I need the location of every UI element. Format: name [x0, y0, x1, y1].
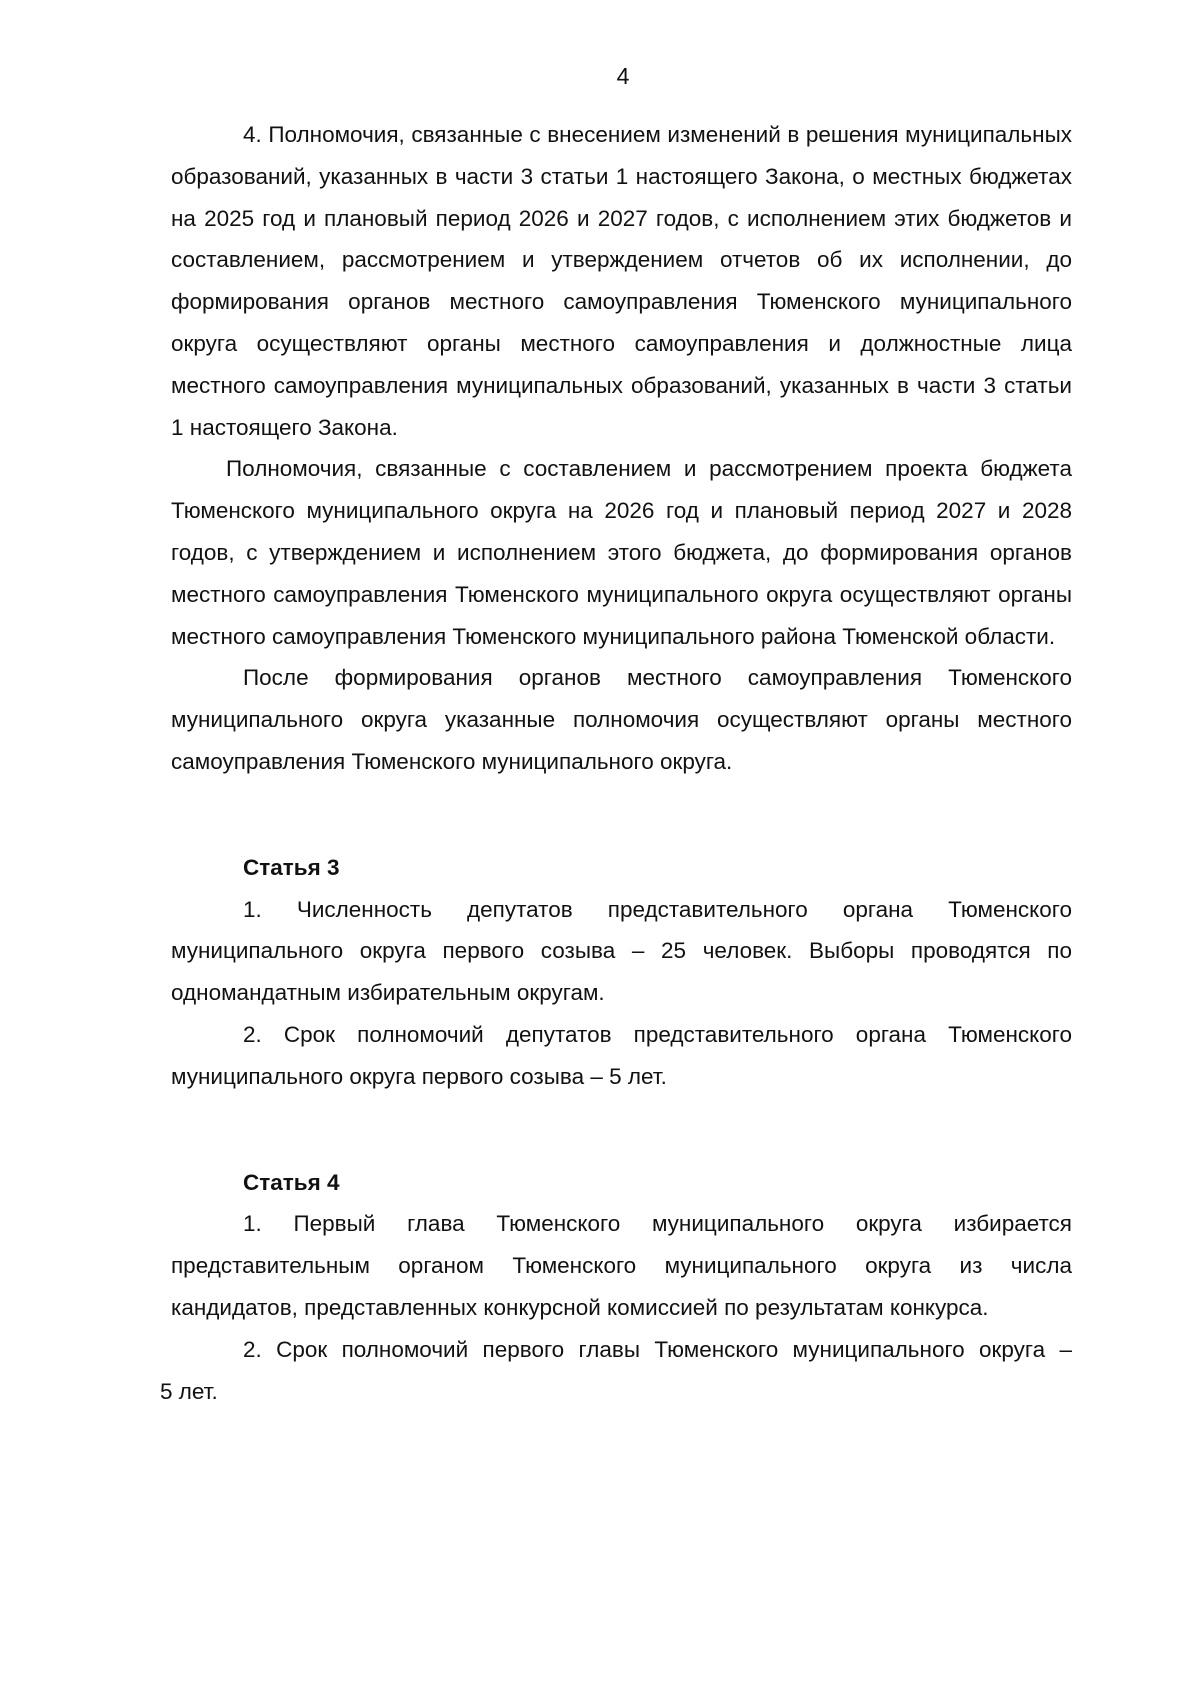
- article-3-heading: Статья 3: [243, 854, 340, 880]
- paragraph-article-4-part-2-tail: 5 лет.: [160, 1378, 218, 1404]
- paragraph-article-4-part-1: 1. Первый глава Тюменского муниципального округа избирается представительным органом Тюменского муниципального округа из числа кандидатов, представленных конкурсной комиссией по результатам конкурса.: [171, 1211, 1072, 1320]
- paragraph-section-2-budget: Полномочия, связанные с составлением и рассмотрением проекта бюджета Тюменского муниципального округа на 2026 год и плановый период 2027 и 2028 годов, с утверждением и исполнением этого бюджета, до формирования органов местного самоуправления Тюменского муниципального округа осуществляют органы местного самоуправления Тюменского муниципального района Тюменской области.: [171, 456, 1072, 649]
- paragraph-article-3-part-1: 1. Численность депутатов представительного органа Тюменского муниципального округа первого созыва – 25 человек. Выборы проводятся по одномандатным избирательным округам.: [171, 896, 1072, 1006]
- article-4-heading: Статья 4: [243, 1169, 340, 1195]
- paragraph-section-2-part-4: 4. Полномочия, связанные с внесением изменений в решения муниципальных образований, указанных в части 3 статьи 1 настоящего Закона, о местных бюджетах на 2025 год и плановый период 2026 и 2027 годов, с исполнением этих бюджетов и составлением, рассмотрением и утверждением отчетов об их исполнении, до формирования органов местного самоуправления Тюменского муниципального округа осуществляют органы местного самоуправления и должностные лица местного самоуправления муниципальных образований, указанных в части 3 статьи 1 настоящего Закона.: [171, 122, 1072, 440]
- document-body: [160, 114, 1072, 1412]
- paragraph-section-2-after-formation: После формирования органов местного самоуправления Тюменского муниципального округа указанные полномочия осуществляют органы местного самоуправления Тюменского муниципального округа.: [171, 665, 1072, 774]
- paragraph-article-3-part-2: 2. Срок полномочий депутатов представительного органа Тюменского муниципального округа первого созыва – 5 лет.: [171, 1021, 1072, 1089]
- page-number: 4: [616, 63, 630, 89]
- paragraph-article-4-part-2: 2. Срок полномочий первого главы Тюменского муниципального округа –: [243, 1336, 1072, 1362]
